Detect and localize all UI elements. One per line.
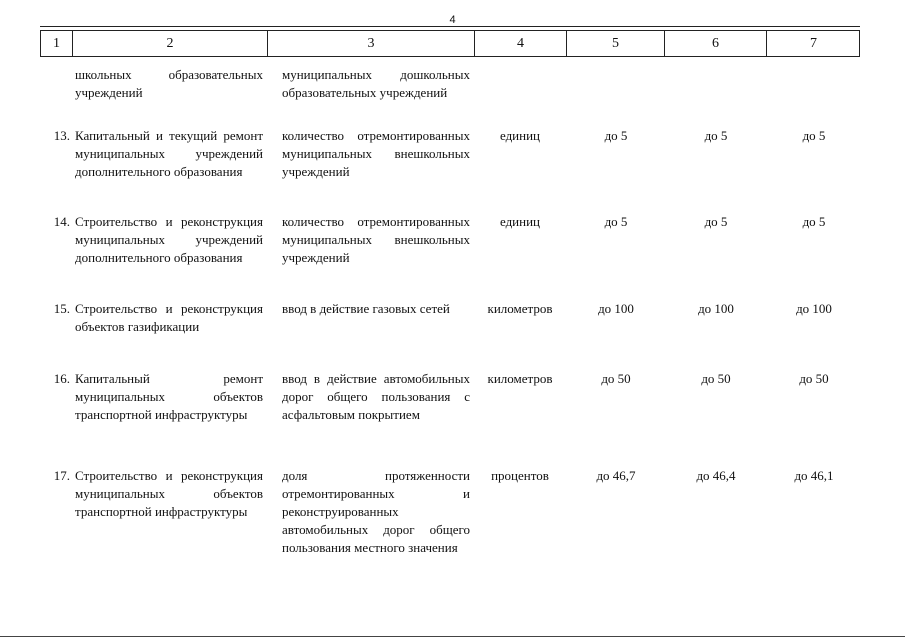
column-header-6: 6	[664, 31, 766, 57]
row-number: 13.	[53, 128, 70, 143]
row-number: 16.	[53, 371, 70, 386]
row-indicator: количество отремонтированных муниципальных внешкольных учреждений	[282, 128, 470, 179]
row-number: 14.	[53, 214, 70, 229]
row-value-7: до 50	[799, 371, 829, 386]
row-unit: километров	[487, 371, 553, 386]
row-name: Капитальный ремонт муниципальных объектов транспортной инфраструктуры	[75, 371, 263, 422]
top-rule	[40, 26, 860, 27]
row-name: Строительство и реконструкция муниципальных учреждений дополнительного образования	[75, 214, 263, 265]
row-value-5: до 100	[598, 301, 634, 316]
row-unit: километров	[487, 301, 553, 316]
column-header-7: 7	[766, 31, 860, 57]
row-value-7: до 100	[796, 301, 832, 316]
row-indicator: доля протяженности отремонтированных и реконструированных автомобильных дорог общего пользования местного значения	[282, 468, 470, 555]
row-name: Строительство и реконструкция муниципальных объектов транспортной инфраструктуры	[75, 468, 263, 519]
row-value-7: до 5	[802, 214, 826, 229]
column-header-4: 4	[474, 31, 566, 57]
row-unit: единиц	[499, 214, 541, 229]
row-indicator: ввод в действие автомобильных дорог общего пользования с асфальтовым покрытием	[282, 371, 470, 422]
row-value-7: до 46,1	[794, 468, 834, 483]
row-value-6: до 5	[704, 214, 728, 229]
row-value-5: до 50	[601, 371, 631, 386]
row-value-7: до 5	[802, 128, 826, 143]
row-value-5: до 46,7	[596, 468, 636, 483]
row-value-6: до 5	[704, 128, 728, 143]
page-number: 4	[449, 14, 456, 26]
row-value-6: до 46,4	[696, 468, 736, 483]
row-name: Строительство и реконструкция объектов газификации	[75, 301, 263, 334]
row-number: 17.	[53, 468, 70, 483]
column-header-1: 1	[40, 31, 72, 57]
row-unit: процентов	[491, 468, 549, 483]
row-value-5: до 5	[604, 214, 628, 229]
row-indicator: муниципальных дошкольных образовательных учреждений	[282, 67, 470, 100]
row-unit: единиц	[499, 128, 541, 143]
row-value-6: до 100	[698, 301, 734, 316]
column-header-2: 2	[72, 31, 267, 57]
row-name: школьных образовательных учреждений	[75, 67, 263, 100]
column-header-3: 3	[267, 31, 474, 57]
row-value-5: до 5	[604, 128, 628, 143]
row-value-6: до 50	[701, 371, 731, 386]
column-header-5: 5	[566, 31, 664, 57]
row-name: Капитальный и текущий ремонт муниципальных учреждений дополнительного образования	[75, 128, 263, 179]
row-indicator: количество отремонтированных муниципальных внешкольных учреждений	[282, 214, 470, 265]
row-indicator: ввод в действие газовых сетей	[282, 301, 450, 316]
bottom-rule	[0, 636, 905, 637]
row-number: 15.	[53, 301, 70, 316]
